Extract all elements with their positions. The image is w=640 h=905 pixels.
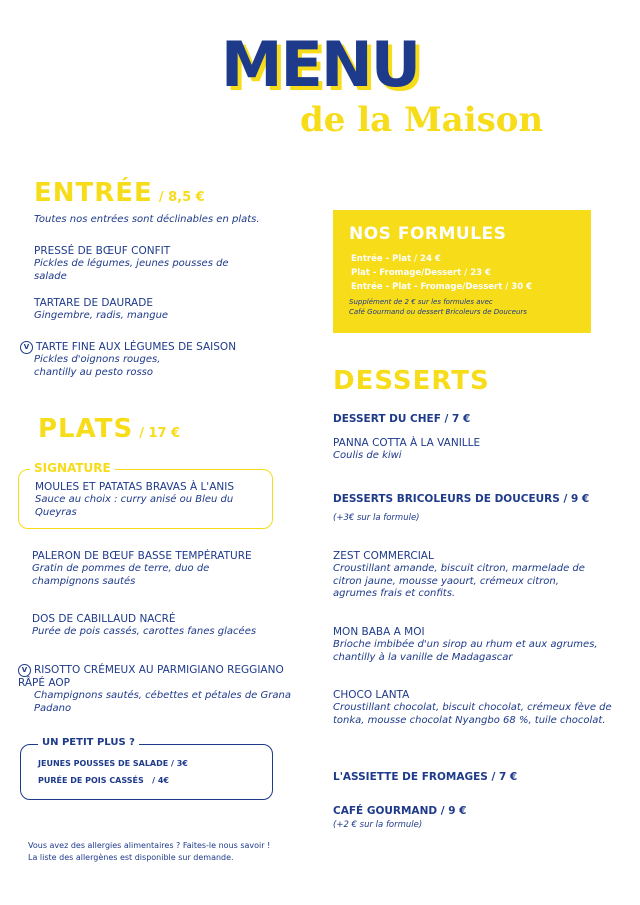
allergy-footer — [28, 840, 270, 864]
plats-item-1 — [32, 550, 277, 588]
formule-line-2: Plat - Fromage/Dessert / 23 € — [351, 268, 491, 278]
item-desc: Sauce au choix : curry anisé ou Bleu du Queyras — [35, 494, 234, 518]
dessert-item-3 — [333, 689, 618, 727]
item-desc: Pickles d'oignons rouges, chantilly au pesto rosso — [34, 354, 161, 378]
dessert-chef-price: / 7 € — [444, 413, 471, 425]
petit-plus-line-2: PURÉE DE POIS CASSÉS / 4€ — [38, 776, 169, 785]
formule-note-1: Supplément de 2 € sur les formules avec — [349, 298, 493, 306]
plats-title: PLATS — [38, 414, 134, 444]
desserts-title: DESSERTS — [333, 366, 490, 396]
item-name: MOULES ET PATATAS BRAVAS À L'ANIS — [35, 481, 234, 493]
item-name: PANNA COTTA À LA VANILLE — [333, 437, 481, 449]
formule-line-3: Entrée - Plat - Fromage/Dessert / 30 € — [351, 282, 533, 292]
signature-label: SIGNATURE — [30, 461, 115, 475]
item-name: DOS DE CABILLAUD NACRÉ — [32, 613, 176, 625]
formules-title: NOS FORMULES — [349, 224, 507, 244]
item-desc: Croustillant amande, biscuit citron, marmelade de citron jaune, mousse yaourt, crémeux citron, agrumes frais et confits. — [333, 563, 585, 599]
entree-title: ENTRÉE — [34, 178, 153, 208]
dessert-chef-item — [333, 437, 593, 463]
plats-item-2 — [32, 613, 277, 639]
cafe-gourmand-title — [333, 805, 467, 818]
allergy-line-2: La liste des allergènes est disponible sur demande. — [28, 853, 234, 862]
vegetarian-icon: V — [18, 664, 31, 677]
fromages-name: L'ASSIETTE DE FROMAGES — [333, 771, 488, 783]
formule-line-1: Entrée - Plat / 24 € — [351, 254, 441, 264]
formules-box — [333, 210, 591, 333]
cafe-gourmand-name: CAFÉ GOURMAND — [333, 805, 438, 817]
entree-item-3 — [20, 341, 270, 379]
item-name: CHOCO LANTA — [333, 689, 410, 701]
plats-item-3 — [18, 664, 308, 715]
dessert-chef-name: DESSERT DU CHEF — [333, 413, 441, 425]
formule-note-2: Café Gourmand ou dessert Bricoleurs de Douceurs — [349, 308, 527, 316]
dessert-chef-title — [333, 413, 470, 426]
item-name: MON BABA A MOI — [333, 626, 425, 638]
petit-plus-label: UN PETIT PLUS ? — [38, 737, 139, 748]
item-desc: Coulis de kiwi — [333, 450, 402, 461]
entree-item-2 — [34, 297, 244, 323]
fromages-title — [333, 771, 517, 784]
dessert-item-2 — [333, 626, 623, 664]
entree-section-title — [34, 178, 205, 213]
entree-item-1 — [34, 245, 244, 283]
cafe-gourmand-note: (+2 € sur la formule) — [333, 820, 423, 830]
item-name: ZEST COMMERCIAL — [333, 550, 434, 562]
item-name: PALERON DE BŒUF BASSE TEMPÉRATURE — [32, 550, 252, 562]
dessert-item-1 — [333, 550, 598, 601]
plats-section-title — [38, 414, 180, 449]
desserts-bricoleurs-name: DESSERTS BRICOLEURS DE DOUCEURS — [333, 493, 560, 505]
plats-price: / 17 € — [139, 426, 181, 441]
entree-note: Toutes nos entrées sont déclinables en plats. — [34, 214, 260, 225]
fromages-price: / 7 € — [491, 771, 518, 783]
item-desc: Purée de pois cassés, carottes fanes glacées — [32, 626, 257, 637]
item-desc: Pickles de légumes, jeunes pousses de salade — [34, 258, 229, 282]
item-name: TARTARE DE DAURADE — [34, 297, 153, 309]
menu-subtitle: de la Maison — [300, 100, 544, 140]
cafe-gourmand-price: / 9 € — [440, 805, 467, 817]
item-desc: Brioche imbibée d'un sirop au rhum et aux agrumes, chantilly à la vanille de Madagascar — [333, 639, 598, 663]
desserts-bricoleurs-note: (+3€ sur la formule) — [333, 513, 420, 523]
item-desc: Champignons sautés, cébettes et pétales de Grana Padano — [34, 690, 291, 714]
desserts-bricoleurs-title — [333, 493, 623, 506]
item-desc: Gingembre, radis, mangue — [34, 310, 169, 321]
item-name: PRESSÉ DE BŒUF CONFIT — [34, 245, 171, 257]
item-desc: Gratin de pommes de terre, duo de champignons sautés — [32, 563, 210, 587]
signature-item — [35, 481, 267, 519]
allergy-line-1: Vous avez des allergies alimentaires ? Faites-le nous savoir ! — [28, 841, 271, 850]
vegetarian-icon: V — [20, 341, 33, 354]
item-name: RISOTTO CRÉMEUX AU PARMIGIANO REGGIANO RÂPÉ AOP — [18, 664, 284, 689]
desserts-bricoleurs-price: / 9 € — [563, 493, 590, 505]
petit-plus-line-1: JEUNES POUSSES DE SALADE / 3€ — [38, 759, 188, 768]
item-desc: Croustillant chocolat, biscuit chocolat, crémeux fève de tonka, mousse chocolat Nyangbo 68 %, tuile chocolat. — [333, 702, 612, 726]
item-name: TARTE FINE AUX LÉGUMES DE SAISON — [36, 341, 237, 353]
petit-plus-box — [20, 744, 273, 800]
entree-price: / 8,5 € — [158, 190, 205, 205]
menu-title: MENU — [220, 28, 420, 101]
